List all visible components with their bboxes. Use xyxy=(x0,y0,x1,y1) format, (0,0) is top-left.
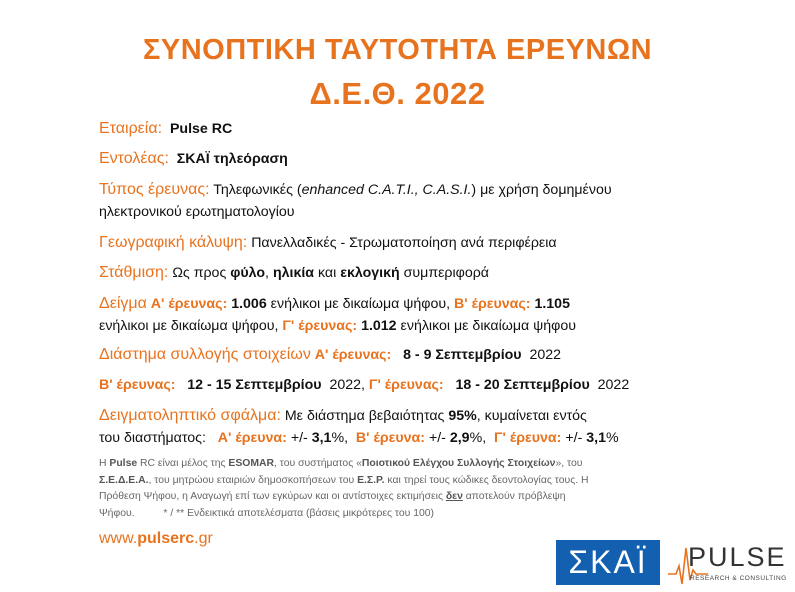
sample-c-text: ενήλικοι με δικαίωμα ψήφου xyxy=(400,318,577,334)
company-row xyxy=(99,118,709,140)
weighting-row xyxy=(99,262,709,284)
sample-b-value: 1.105 xyxy=(534,296,570,312)
error-c-pm: +/- xyxy=(565,430,583,446)
note-esr: Ε.Σ.Ρ. xyxy=(357,474,385,486)
error-a-value: 3,1 xyxy=(311,430,332,446)
period-b-label: Β' έρευνας: xyxy=(99,377,176,393)
note-text: Πρόθεση Ψήφου, η Αναγωγή επί των εγκύρων και οι αντίστοιχες εκτιμήσεις xyxy=(99,491,443,502)
sample-row xyxy=(99,293,709,337)
weighting-text: Ως προς xyxy=(172,265,227,281)
error-a-pm: +/- xyxy=(290,430,308,446)
error-text-3: του διαστήματος: xyxy=(99,430,206,446)
survey-type-line2: ηλεκτρονικού ερωτηματολογίου xyxy=(99,204,295,220)
error-label: Δειγματοληπτικό σφάλμα: xyxy=(99,407,281,424)
error-b-label: Β' έρευνα: xyxy=(355,430,425,446)
client-row xyxy=(99,148,709,170)
error-a-label: Α' έρευνα: xyxy=(217,430,287,446)
survey-type-label: Τύπος έρευνας: xyxy=(99,181,210,198)
website-suffix: .gr xyxy=(194,530,213,547)
period-c-year: 2022 xyxy=(597,377,630,393)
page-subtitle: Δ.Ε.Θ. 2022 xyxy=(309,76,486,111)
sample-a-label: Α' έρευνας: xyxy=(150,296,228,312)
sample-c-label: Γ' έρευνας: xyxy=(282,318,358,334)
survey-type-text: Τηλεφωνικές ( xyxy=(213,182,302,198)
weighting-gender: φύλο xyxy=(230,265,266,281)
skai-logo xyxy=(556,540,660,585)
period-a-dates: 8 - 9 Σεπτεμβρίου xyxy=(403,347,522,363)
client-value: ΣΚΑΪ τηλεόραση xyxy=(176,151,288,167)
period-b-dates: 12 - 15 Σεπτεμβρίου xyxy=(187,377,322,393)
period-a-year: 2022 xyxy=(529,347,562,363)
weighting-comma: , xyxy=(265,265,269,281)
error-a-pct: %, xyxy=(331,430,349,446)
error-confidence: 95% xyxy=(448,408,477,424)
note-quality: Ποιοτικού Ελέγχου Συλλογής Στοιχείων xyxy=(361,458,556,469)
error-c-label: Γ' έρευνα: xyxy=(494,430,562,446)
note-footnote: * / ** Ενδεικτικά αποτελέσματα (βάσεις μικρότερες του 100) xyxy=(163,507,435,519)
sample-a-text: ενήλικοι με δικαίωμα ψήφου, xyxy=(270,296,451,312)
note-text: Ψήφου. xyxy=(99,507,135,519)
sample-a-value: 1.006 xyxy=(231,296,267,312)
survey-type-row xyxy=(99,179,709,223)
sample-b-text: ενήλικοι με δικαίωμα ψήφου, xyxy=(99,318,279,334)
sample-b-label: Β' έρευνας: xyxy=(454,296,531,312)
website-name: pulserc xyxy=(137,530,195,547)
website-prefix: www. xyxy=(99,530,138,547)
note-text: », του xyxy=(555,458,583,469)
skai-logo-text: ΣΚΑΪ xyxy=(568,544,648,580)
period-a-label: Α' έρευνας: xyxy=(314,347,392,363)
client-label: Εντολέας: xyxy=(99,150,169,167)
error-row xyxy=(99,405,709,449)
coverage-value: Πανελλαδικές - Στρωματοποίηση ανά περιφέρεια xyxy=(251,235,557,251)
error-text: Με διάστημα βεβαιότητας xyxy=(284,408,445,424)
pulse-logo-subtitle: RESEARCH & CONSULTING xyxy=(690,575,787,582)
error-text-2: , κυμαίνεται εντός xyxy=(476,408,587,424)
note-pulse: Pulse xyxy=(109,458,138,469)
note-sedea: Σ.Ε.Δ.Ε.Α. xyxy=(99,474,149,486)
page-title: ΣΥΝΟΠΤΙΚΗ ΤΑΥΤΟΤΗΤΑ ΕΡΕΥΝΩΝ xyxy=(142,34,653,66)
period-row xyxy=(99,344,709,366)
period-b-year: 2022, xyxy=(329,377,365,393)
survey-type-text-2: ) με χρήση δομημένου xyxy=(471,182,612,198)
pulse-logo-text: PULSE xyxy=(688,542,787,572)
coverage-label: Γεωγραφική κάλυψη: xyxy=(99,234,248,251)
survey-type-method: enhanced C.A.T.I., C.A.S.I. xyxy=(301,182,472,198)
weighting-label: Στάθμιση: xyxy=(99,264,169,281)
error-c-pct: % xyxy=(605,430,619,446)
error-c-value: 3,1 xyxy=(586,430,606,446)
pulse-logo xyxy=(668,540,788,590)
website-link[interactable] xyxy=(99,530,213,548)
note-text: Η xyxy=(99,458,107,469)
note-den: δεν xyxy=(445,491,463,502)
note-text: , του συστήματος « xyxy=(274,458,362,469)
weighting-age: ηλικία xyxy=(272,265,315,281)
company-value: Pulse RC xyxy=(169,121,233,137)
weighting-and: και xyxy=(317,265,337,281)
period-c-dates: 18 - 20 Σεπτεμβρίου xyxy=(455,377,590,393)
weighting-behaviour: συμπεριφορά xyxy=(403,265,490,281)
error-b-pm: +/- xyxy=(428,430,446,446)
period-c-label: Γ' έρευνας: xyxy=(368,377,444,393)
note-text: , του μητρώου εταιριών δημοσκοπήσεων του xyxy=(148,474,355,486)
error-b-pct: %, xyxy=(469,430,487,446)
note-text: RC είναι μέλος της xyxy=(140,458,226,469)
note-text: και τηρεί τους κώδικες δεοντολογίας τους. Η xyxy=(387,474,589,486)
weighting-electoral: εκλογική xyxy=(340,265,400,281)
disclaimer-note xyxy=(99,456,699,522)
period-label: Διάστημα συλλογής στοιχείων xyxy=(99,346,311,363)
note-esomar: ESOMAR xyxy=(228,458,274,469)
coverage-row xyxy=(99,232,709,254)
sample-label: Δείγμα xyxy=(99,295,147,312)
error-b-value: 2,9 xyxy=(449,430,470,446)
note-text: αποτελούν πρόβλεψη xyxy=(465,491,566,502)
period-row-2 xyxy=(99,374,709,396)
company-label: Εταιρεία: xyxy=(99,120,163,137)
sample-c-value: 1.012 xyxy=(361,318,397,334)
